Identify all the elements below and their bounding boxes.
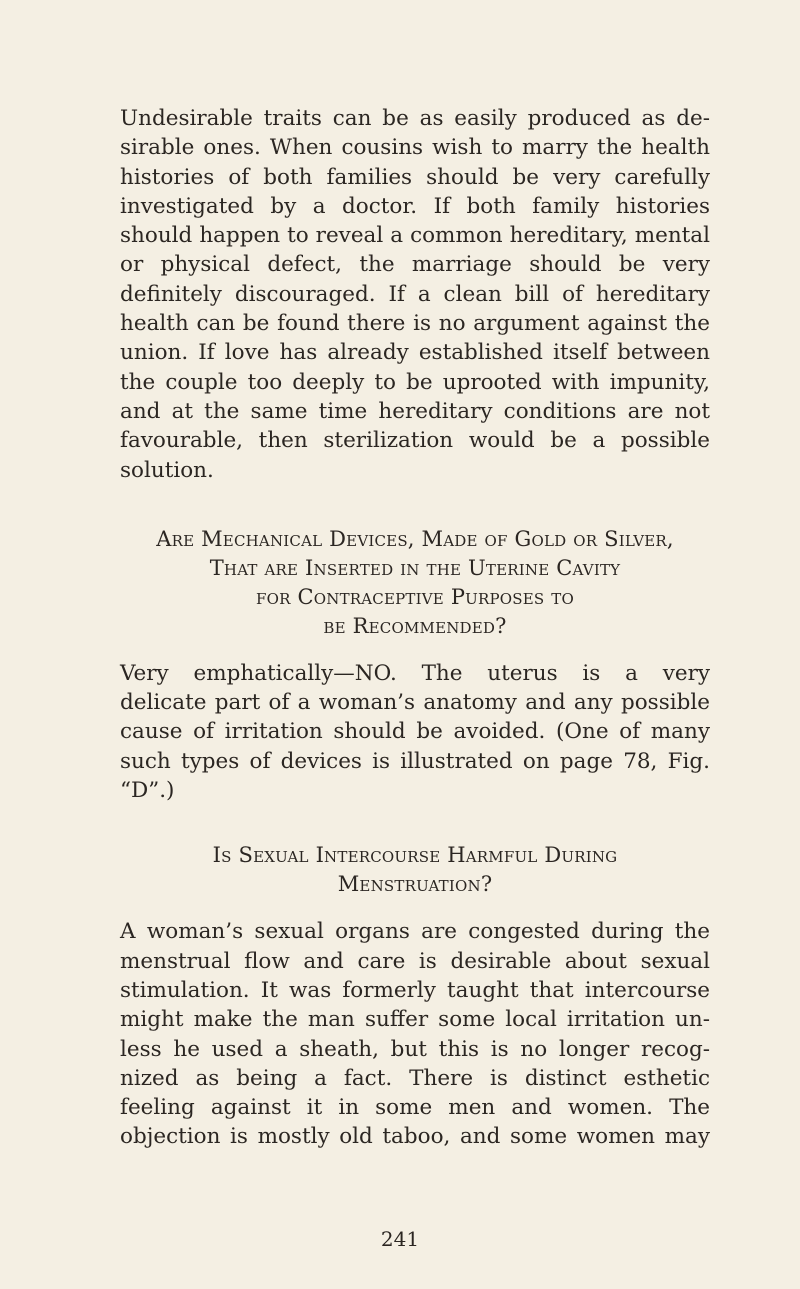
paragraph-menstruation-answer [120,917,710,1151]
text-line: A woman’s sexual organs are congested during the [120,919,710,945]
text-line: health can be found there is no argument against the [120,311,710,337]
paragraph-cousins-marriage [120,104,710,485]
text-line: and at the same time hereditary conditions are not [120,398,710,424]
section-heading-menstruation [120,841,710,899]
text-line: solution. [120,457,214,483]
heading-line: Menstruation? [337,872,493,897]
text-line: investigated by a doctor. If both family histories [120,193,710,219]
heading-line: Are Mechanical Devices, Made of Gold or Silver, [156,526,674,551]
section-heading-mechanical-devices [120,525,710,641]
heading-line: Is Sexual Intercourse Harmful During [212,843,618,868]
text-line: such types of devices is illustrated on page 78, Fig. [120,748,710,774]
text-line: objection is mostly old taboo, and some women may [120,1124,710,1150]
heading-line: That are Inserted in the Uterine Cavity [209,555,621,580]
text-line: Undesirable traits can be as easily produced as de- [120,106,710,131]
text-line: histories of both families should be very carefully [120,164,710,190]
page-body [120,104,710,1152]
heading-line: be Recommended? [323,613,507,638]
text-line: might make the man suffer some local irritation un- [120,1007,710,1033]
text-line: favourable, then sterilization would be a possible [120,428,710,454]
text-line: the couple too deeply to be uprooted with impunity, [120,369,710,395]
text-line: menstrual flow and care is desirable about sexual [120,948,710,974]
text-line: cause of irritation should be avoided. (One of many [120,719,710,745]
heading-line: for Contraceptive Purposes to [256,584,574,609]
text-line: nized as being a fact. There is distinct esthetic [120,1065,710,1091]
text-line: or physical defect, the marriage should be very [120,252,710,278]
text-line: stimulation. It was formerly taught that intercourse [120,977,710,1003]
text-line: union. If love has already established itself between [120,340,710,366]
page-number: 241 [380,1227,420,1251]
text-line: should happen to reveal a common hereditary, mental [120,223,710,249]
text-line: sirable ones. When cousins wish to marry the health [120,135,710,161]
text-line: feeling against it in some men and women. The [120,1095,710,1121]
text-line: Very emphatically—NO. The uterus is a very [120,660,710,686]
text-line: definitely discouraged. If a clean bill of hereditary [120,281,710,307]
paragraph-uterus-answer [120,659,710,805]
text-line: “D”.) [120,778,175,804]
text-line: delicate part of a woman’s anatomy and any possible [120,690,710,716]
text-line: less he used a sheath, but this is no longer recog- [120,1036,710,1062]
